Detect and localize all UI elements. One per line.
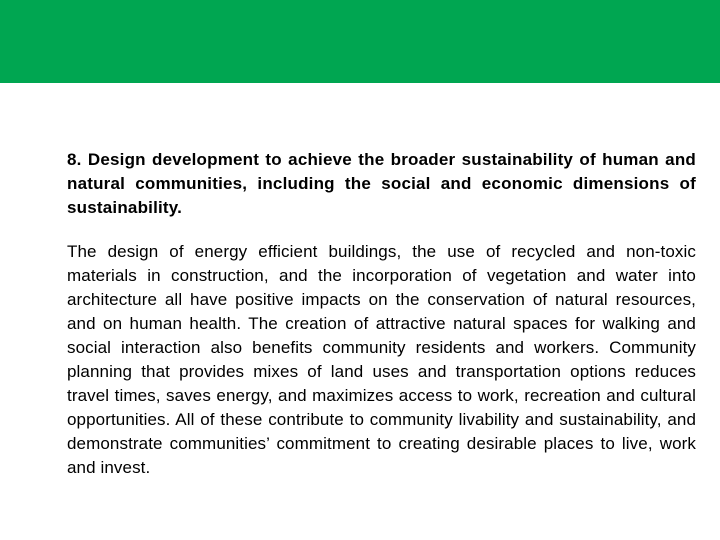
header-band [0,0,720,83]
slide-heading: 8. Design development to achieve the broader sustainability of human and natural communities, including the social and economic dimensions of sustainability. [67,150,696,217]
slide-content [67,148,696,480]
slide-body-text: The design of energy efficient buildings, the use of recycled and non-toxic materials in construction, and the incorporation of vegetation and water into architecture all have positive impacts on the conservation of natural resources, and on human health. The creation of attractive natural spaces for walking and social interaction also benefits community residents and workers. Community planning that provides mixes of land uses and transportation options reduces travel times, saves energy, and maximizes access to work, recreation and cultural opportunities. All of these contribute to community livability and sustainability, and demonstrate communities’ commitment to creating desirable places to live, work and invest. [67,242,696,477]
